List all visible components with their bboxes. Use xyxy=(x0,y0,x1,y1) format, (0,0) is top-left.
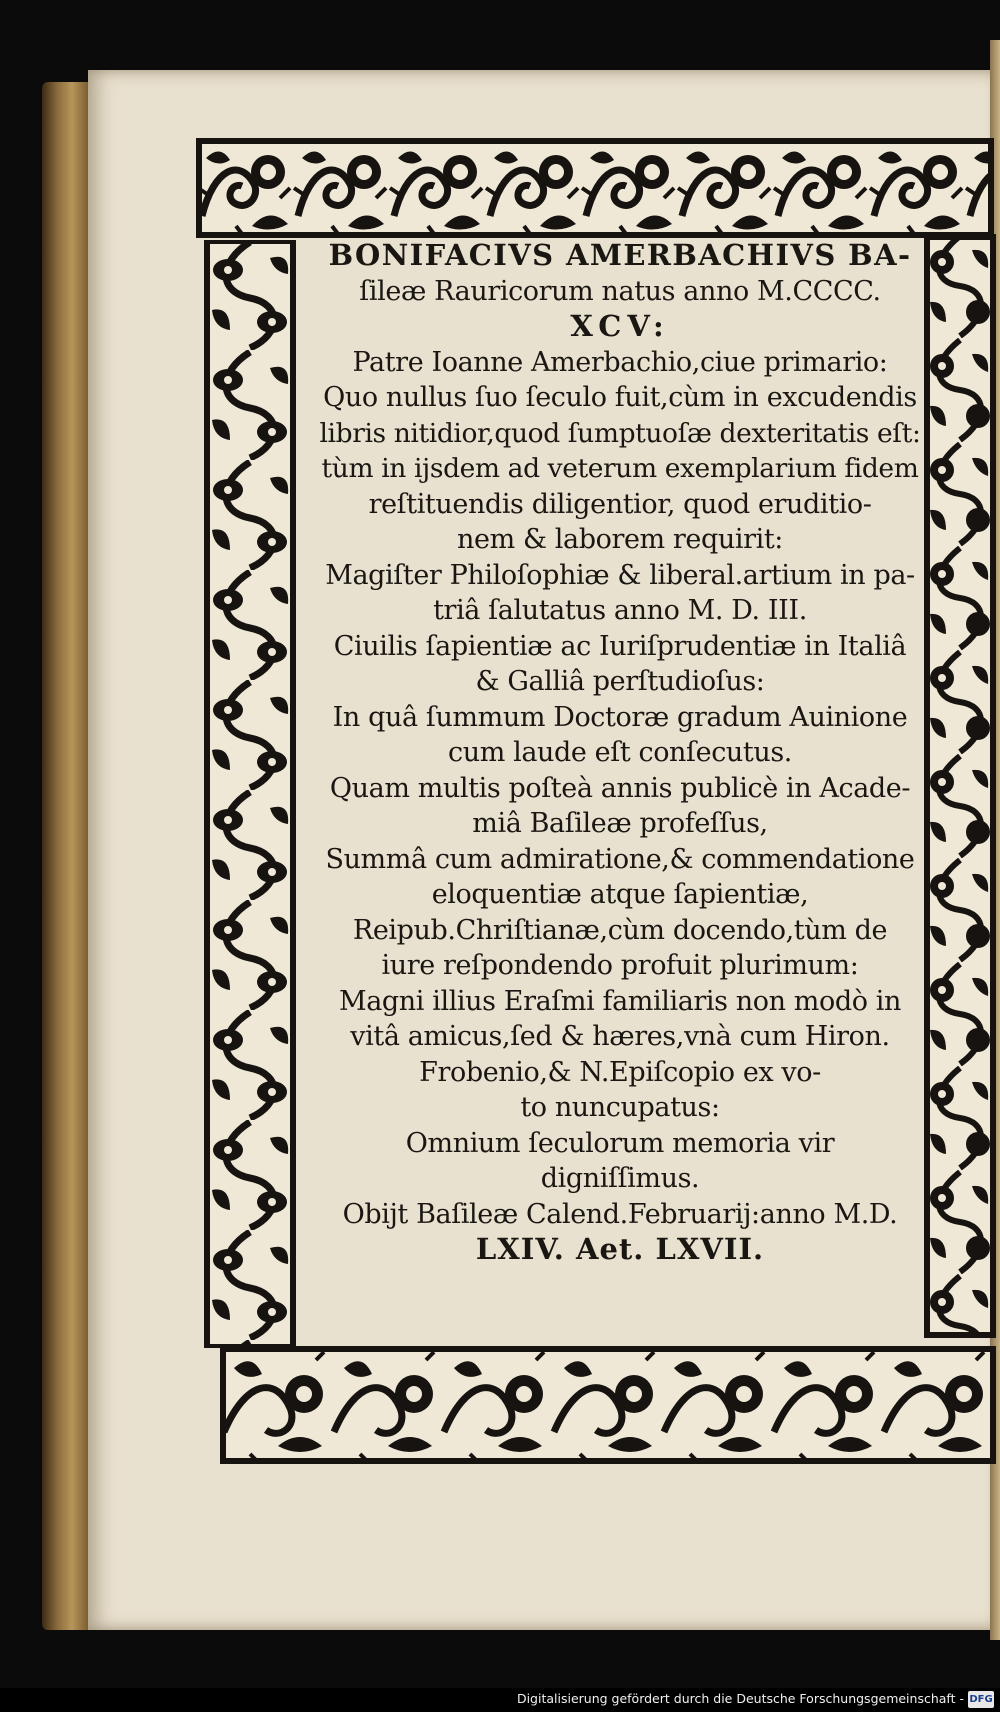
ornament-border-left xyxy=(204,240,296,1348)
text-line: tùm in ijsdem ad veterum exemplarium fidem xyxy=(321,453,919,484)
text-line: Obijt Baſileæ Calend.Februarij:anno M.D. xyxy=(342,1198,898,1230)
text-line: Quo nullus ſuo ſeculo fuit,cùm in excudendis xyxy=(323,382,917,413)
text-line: Ciuilis ſapientiæ ac Iuriſprudentiæ in Italiâ xyxy=(333,630,907,662)
text-line: vitâ amicus,ſed & hæres,vnà cum Hiron. xyxy=(350,1021,890,1052)
dfg-logo: DFG xyxy=(968,1691,994,1708)
text-line: digniſſimus. xyxy=(540,1163,700,1194)
text-line: eloquentiæ atque ſapientiæ, xyxy=(431,879,809,910)
text-line: nem & laborem requirit: xyxy=(457,524,783,555)
text-line: Quam multis poſteà annis publicè in Acade- xyxy=(329,772,911,804)
epitaph-text xyxy=(318,238,922,1338)
text-line: triâ ſalutatus anno M. D. III. xyxy=(433,595,807,626)
ornament-border-bottom xyxy=(220,1346,996,1464)
text-line: iure reſpondendo profuit plurimum: xyxy=(381,950,859,981)
text-line: Summâ cum admiratione,& commendatione xyxy=(325,843,915,875)
text-line: Frobenio,& N.Epiſcopio ex vo- xyxy=(419,1056,821,1088)
text-line: miâ Baſileæ profeſſus, xyxy=(472,808,768,839)
text-line: XCV: xyxy=(570,309,670,343)
ornament-border-top xyxy=(196,138,994,238)
text-line: Magiſter Philoſophiæ & liberal.artium in pa- xyxy=(325,559,915,591)
text-line: Patre Ioanne Amerbachio,ciue primario: xyxy=(352,346,888,378)
text-line: libris nitidior,quod ſumptuoſæ dexteritatis eſt: xyxy=(319,417,921,449)
book-spine-edge xyxy=(42,82,92,1630)
text-line: Reipub.Chriſtianæ,cùm docendo,tùm de xyxy=(352,914,888,946)
text-line: reſtituendis diligentior, quod eruditio- xyxy=(368,488,872,520)
text-line: Omnium ſeculorum memoria vir xyxy=(405,1127,835,1159)
ornament-border-right xyxy=(924,234,996,1338)
text-line: to nuncupatus: xyxy=(520,1092,720,1123)
text-line: ſileæ Rauricorum natus anno M.CCCC. xyxy=(359,275,881,307)
heading-line: BONIFACIVS AMERBACHIVS BA- xyxy=(328,238,912,272)
funding-credit: Digitalisierung gefördert durch die Deutsche Forschungsgemeinschaft - xyxy=(516,1691,964,1706)
text-line: & Galliâ perſtudioſus: xyxy=(475,666,765,697)
digitization-footer xyxy=(0,1688,1000,1712)
text-line: Magni illius Eraſmi familiaris non modò in xyxy=(338,985,902,1017)
text-line: cum laude eſt conſecutus. xyxy=(448,737,792,768)
text-line: LXIV. Aet. LXVII. xyxy=(475,1232,765,1266)
text-line: In quâ ſummum Doctoræ gradum Auinione xyxy=(332,701,908,733)
